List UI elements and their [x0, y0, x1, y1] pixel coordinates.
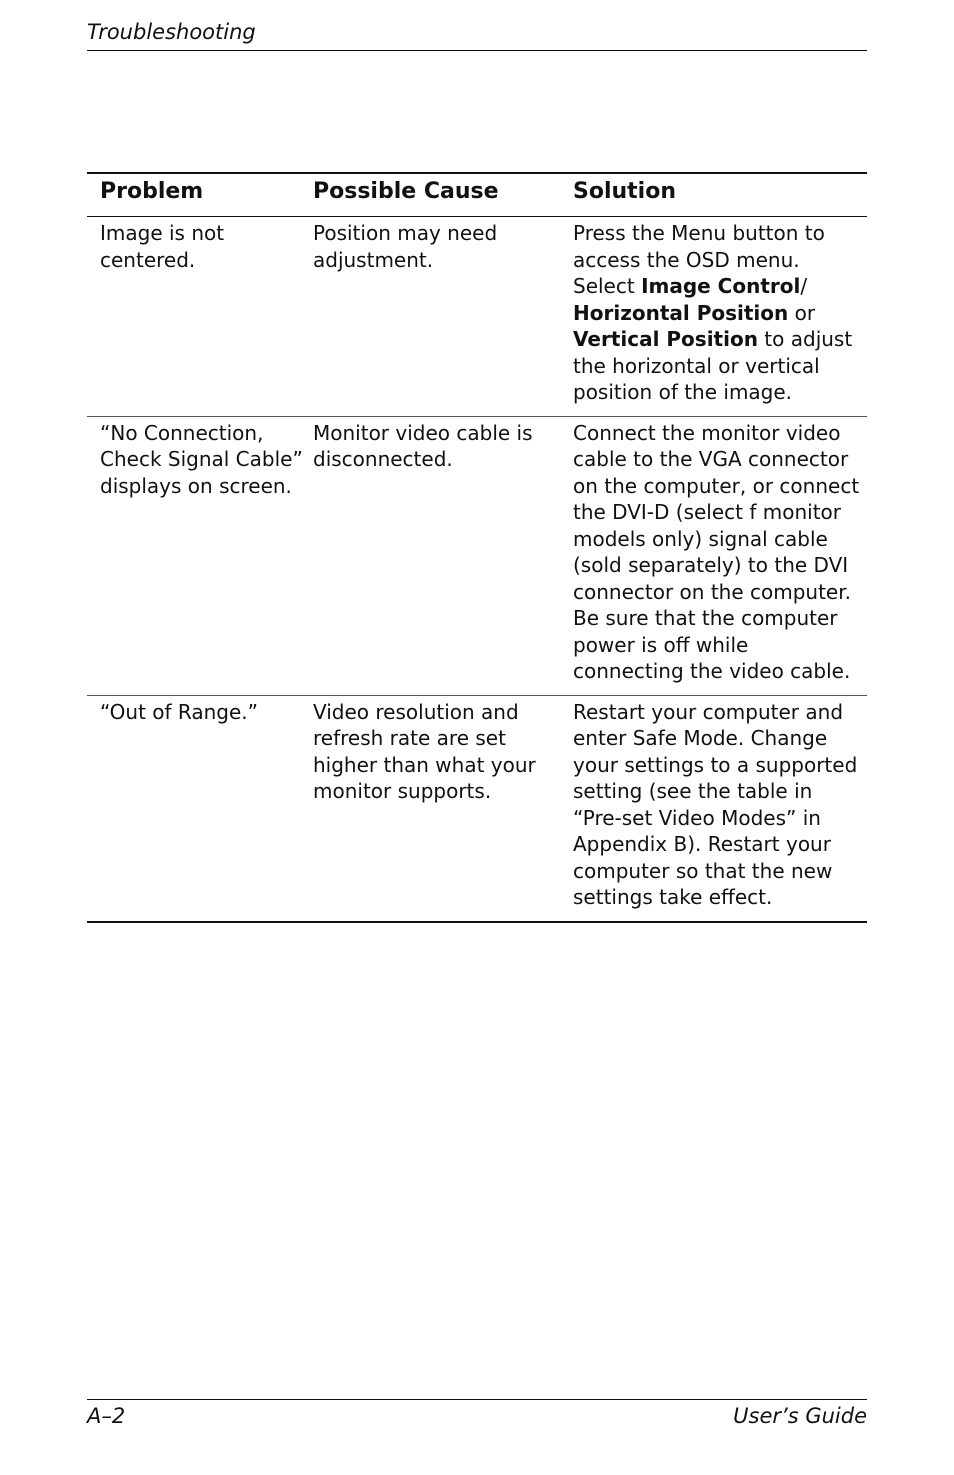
table-header-row: [87, 174, 867, 217]
solution-text: /: [800, 274, 808, 298]
footer-rule: [87, 1399, 867, 1400]
column-header-problem: Problem: [100, 179, 204, 204]
menu-item-horizontal-position: Horizontal Position: [573, 300, 789, 325]
problem-cell: Image is not centered.: [100, 221, 225, 272]
solution-cell: Restart your computer and enter Safe Mode. Change your settings to a supported setting (see the table in “Pre-set Video Modes” in Appendix B). Restart your computer so that the new settings take effect.: [573, 699, 858, 909]
problem-cell: “No Connection, Check Signal Cable” displays on screen.: [100, 420, 303, 498]
column-header-possible-cause: Possible Cause: [313, 179, 499, 204]
problem-cell: “Out of Range.”: [100, 699, 259, 724]
solution-cell: Connect the monitor video cable to the VGA connector on the computer, or connect the DVI-D (select f monitor models only) signal cable (sold separately) to the DVI connector on the computer. Be sure that the computer power is off while connecting the video cable.: [573, 420, 860, 683]
header-rule: [87, 50, 867, 51]
table-row: [87, 696, 867, 921]
solution-cell: [573, 217, 867, 416]
troubleshooting-table: [87, 172, 867, 923]
page-number: A–2: [87, 1404, 126, 1428]
cause-cell: Position may need adjustment.: [313, 221, 498, 272]
solution-text: to adjust the horizontal or vertical position of the image.: [573, 327, 853, 404]
column-header-solution: Solution: [573, 179, 676, 204]
cause-cell: Monitor video cable is disconnected.: [313, 420, 533, 471]
guide-title: User’s Guide: [733, 1404, 867, 1428]
solution-text: Press the Menu button to access the OSD menu. Select: [573, 221, 825, 298]
running-head: Troubleshooting: [87, 20, 256, 44]
menu-item-vertical-position: Vertical Position: [573, 327, 758, 351]
table-row: [87, 417, 867, 696]
table-row: [87, 217, 867, 417]
cause-cell: Video resolution and refresh rate are set higher than what your monitor supports.: [313, 699, 536, 803]
menu-item-image-control: Image Control: [641, 274, 801, 298]
solution-text: or: [788, 300, 816, 325]
